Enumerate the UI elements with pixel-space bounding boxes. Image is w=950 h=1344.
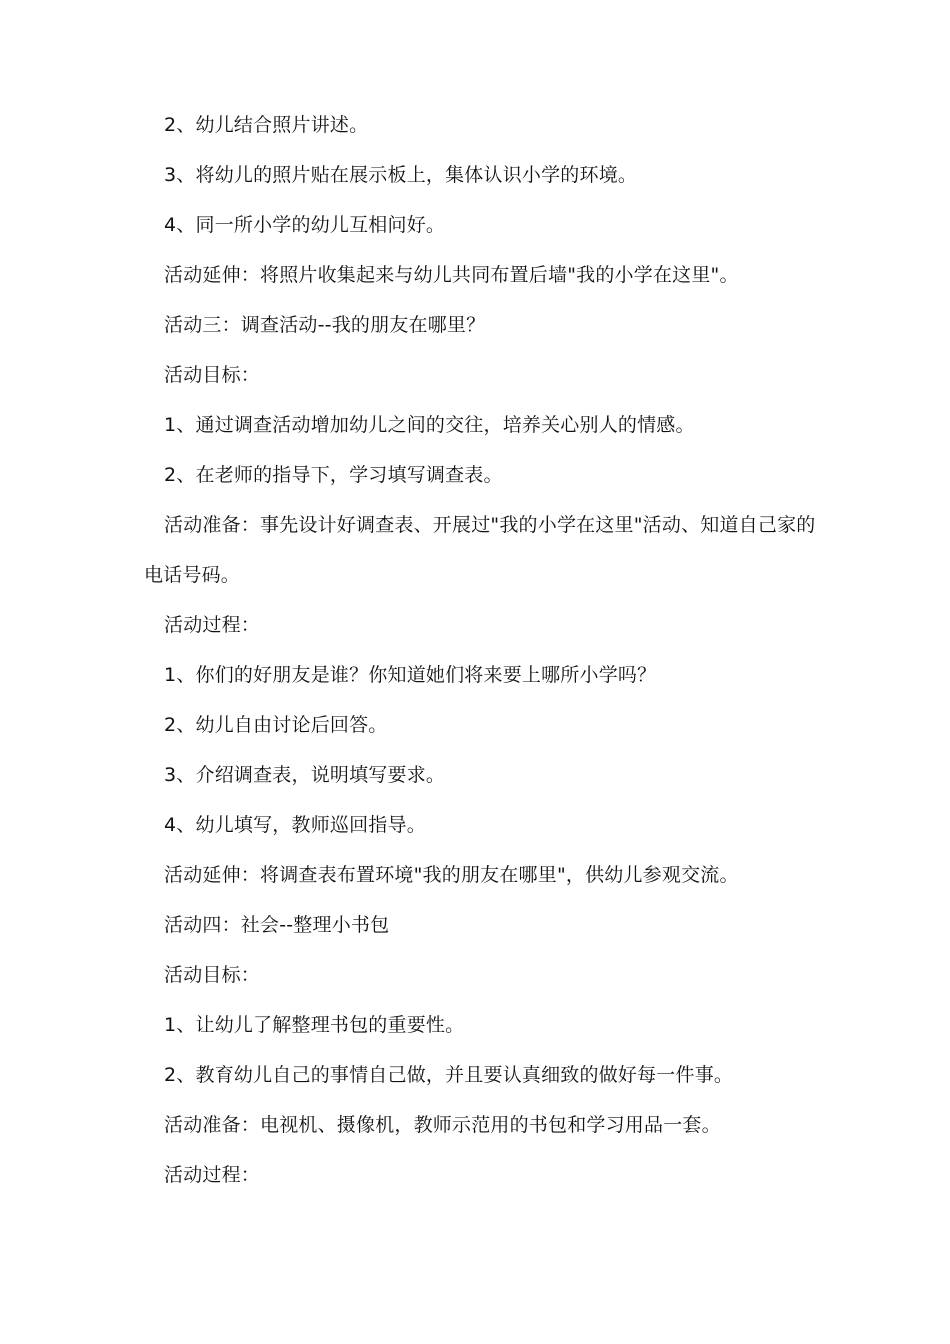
heading-activity-process-2: 活动过程： <box>164 1164 261 1186</box>
paragraph-activity-extension-survey: 活动延伸：将调查表布置环境"我的朋友在哪里"，供幼儿参观交流。 <box>164 864 739 886</box>
paragraph-process-4-fill-in: 4、幼儿填写，教师巡回指导。 <box>164 814 426 836</box>
paragraph-goal-2-survey-form: 2、在老师的指导下，学习填写调查表。 <box>164 464 503 486</box>
paragraph-goal-2-self-reliance: 2、教育幼儿自己的事情自己做，并且要认真细致的做好每一件事。 <box>164 1064 734 1086</box>
paragraph-goal-1-interaction: 1、通过调查活动增加幼儿之间的交往，培养关心别人的情感。 <box>164 414 695 436</box>
paragraph-preparation-equipment: 活动准备：电视机、摄像机，教师示范用的书包和学习用品一套。 <box>164 1114 721 1136</box>
paragraph-step-4-greeting: 4、同一所小学的幼儿互相问好。 <box>164 214 446 236</box>
paragraph-goal-1-schoolbag: 1、让幼儿了解整理书包的重要性。 <box>164 1014 465 1036</box>
paragraph-preparation-line-2: 电话号码。 <box>144 564 241 586</box>
paragraph-process-1-friends: 1、你们的好朋友是谁？你知道她们将来要上哪所小学吗？ <box>164 664 657 686</box>
heading-activity-goals-2: 活动目标： <box>164 964 261 986</box>
paragraph-step-3-display-board: 3、将幼儿的照片贴在展示板上，集体认识小学的环境。 <box>164 164 638 186</box>
paragraph-activity-extension-photos: 活动延伸：将照片收集起来与幼儿共同布置后墙"我的小学在这里"。 <box>164 264 739 286</box>
heading-activity-process-1: 活动过程： <box>164 614 261 636</box>
document-body <box>144 100 816 1200</box>
heading-activity-four: 活动四：社会--整理小书包 <box>164 914 390 936</box>
paragraph-process-3-introduce-form: 3、介绍调查表，说明填写要求。 <box>164 764 446 786</box>
heading-activity-three: 活动三：调查活动--我的朋友在哪里？ <box>164 314 486 336</box>
paragraph-process-2-discussion: 2、幼儿自由讨论后回答。 <box>164 714 388 736</box>
paragraph-step-2-photo-talk: 2、幼儿结合照片讲述。 <box>164 114 369 136</box>
heading-activity-goals-1: 活动目标： <box>164 364 261 386</box>
paragraph-preparation-line-1: 活动准备：事先设计好调查表、开展过"我的小学在这里"活动、知道自己家的 <box>164 514 816 536</box>
